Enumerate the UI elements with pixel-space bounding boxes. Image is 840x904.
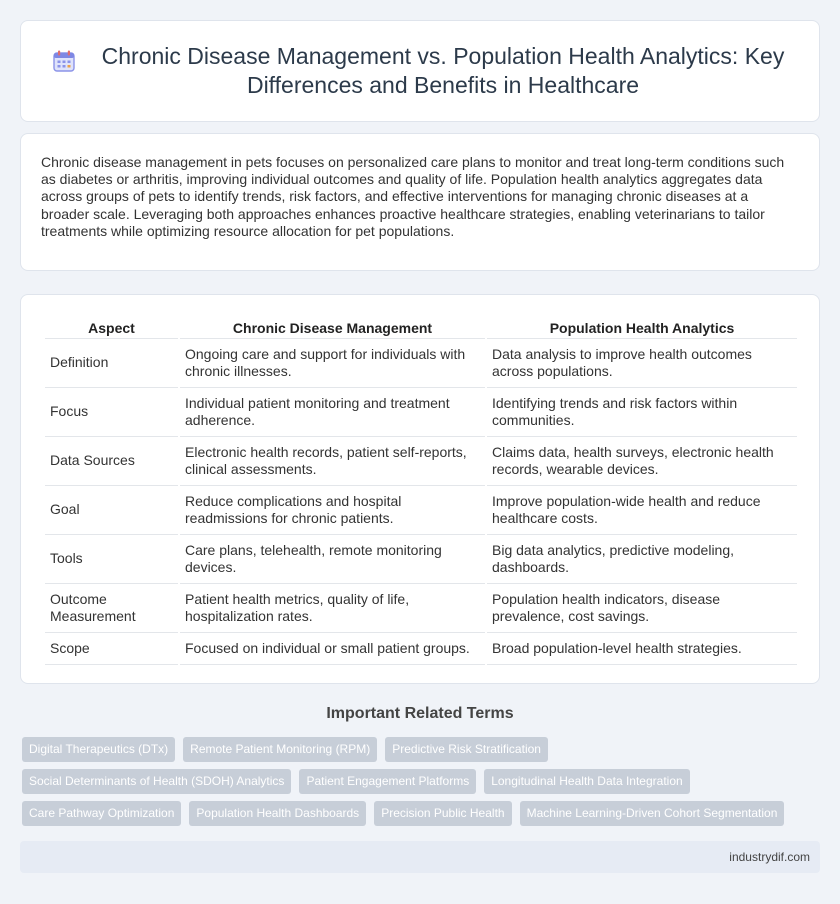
related-term-tag[interactable]: Precision Public Health [374,801,511,826]
row-chronic-value: Care plans, telehealth, remote monitoring devices. [180,535,485,584]
table-row [45,437,797,486]
row-population-value: Claims data, health surveys, electronic health records, wearable devices. [487,437,797,486]
related-term-tag[interactable]: Predictive Risk Stratification [385,737,548,762]
related-terms-title: Important Related Terms [326,705,514,722]
table-row [45,339,797,388]
row-chronic-value: Ongoing care and support for individuals with chronic illnesses. [180,339,485,388]
related-term-tag[interactable]: Population Health Dashboards [189,801,366,826]
row-population-value: Broad population-level health strategies. [487,633,797,665]
table-row [45,584,797,633]
related-term-tag[interactable]: Digital Therapeutics (DTx) [22,737,175,762]
footer [20,841,820,873]
header-population-health-analytics: Population Health Analytics [487,309,797,339]
comparison-table [43,309,799,665]
row-aspect: Outcome Measurement [45,584,178,633]
row-aspect: Data Sources [45,437,178,486]
row-chronic-value: Electronic health records, patient self-reports, clinical assessments. [180,437,485,486]
related-term-tag[interactable]: Longitudinal Health Data Integration [484,769,689,794]
table-row [45,535,797,584]
related-terms-list [22,737,812,833]
related-term-tag[interactable]: Patient Engagement Platforms [299,769,476,794]
row-population-value: Population health indicators, disease prevalence, cost savings. [487,584,797,633]
header-chronic-disease-management: Chronic Disease Management [180,309,485,339]
row-aspect: Tools [45,535,178,584]
table-row [45,388,797,437]
table-header-row [45,309,797,339]
table-row [45,633,797,665]
page-title: Chronic Disease Management vs. Population Health Analytics: Key Differences and Benefits in Healthcare [101,43,785,98]
calendar-icon [51,48,77,74]
row-population-value: Identifying trends and risk factors within communities. [487,388,797,437]
related-term-tag[interactable]: Remote Patient Monitoring (RPM) [183,737,377,762]
row-chronic-value: Patient health metrics, quality of life, hospitalization rates. [180,584,485,633]
row-population-value: Big data analytics, predictive modeling, dashboards. [487,535,797,584]
row-chronic-value: Individual patient monitoring and treatment adherence. [180,388,485,437]
intro-card [20,133,820,271]
related-term-tag[interactable]: Social Determinants of Health (SDOH) Analytics [22,769,291,794]
row-aspect: Scope [45,633,178,665]
row-chronic-value: Reduce complications and hospital readmissions for chronic patients. [180,486,485,535]
comparison-table-card [20,294,820,684]
related-term-tag[interactable]: Machine Learning-Driven Cohort Segmentation [520,801,785,826]
row-aspect: Goal [45,486,178,535]
related-term-tag[interactable]: Care Pathway Optimization [22,801,181,826]
table-row [45,486,797,535]
footer-site-link[interactable]: industrydif.com [729,850,810,864]
title-card [20,20,820,122]
row-aspect: Focus [45,388,178,437]
intro-paragraph: Chronic disease management in pets focuses on personalized care plans to monitor and treat long-term conditions such as diabetes or arthritis, improving individual outcomes and quality of life. Population health analytics aggregates data across groups of pets to identify trends, risk factors, and effective interventions for managing chronic diseases at a broader scale. Leveraging both approaches enhances proactive healthcare strategies, enabling veterinarians to tailor treatments while optimizing resource allocation for pet populations. [41,154,785,239]
row-chronic-value: Focused on individual or small patient groups. [180,633,485,665]
row-population-value: Data analysis to improve health outcomes across populations. [487,339,797,388]
row-population-value: Improve population-wide health and reduce healthcare costs. [487,486,797,535]
header-aspect: Aspect [45,309,178,339]
row-aspect: Definition [45,339,178,388]
